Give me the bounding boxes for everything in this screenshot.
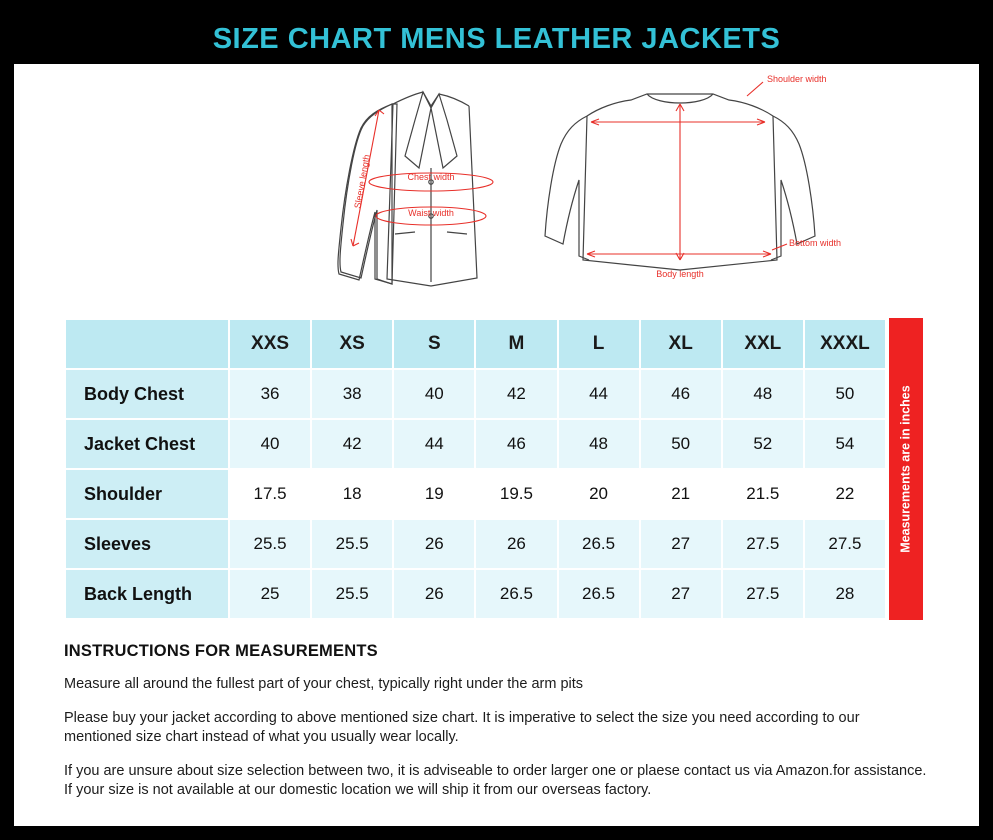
label-sleeve-length: Sleeve length — [351, 153, 372, 210]
row-label-body-chest: Body Chest — [65, 369, 229, 419]
page-title: SIZE CHART MENS LEATHER JACKETS — [212, 22, 781, 55]
cell-back-length-xs: 25.5 — [311, 569, 393, 619]
cell-sleeves-xs: 25.5 — [311, 519, 393, 569]
cell-back-length-xl: 27 — [640, 569, 722, 619]
col-header-xxl: XXL — [722, 319, 804, 369]
instructions-paragraph-2: Please buy your jacket according to above mentioned size chart. It is imperative to select the size you need according to our mentioned size chart instead of what you usually wear locally. — [64, 709, 860, 746]
cell-back-length-xxl: 27.5 — [722, 569, 804, 619]
label-chest-width: Chest width — [406, 172, 455, 182]
instructions-paragraph-3: If you are unsure about size selection between two, it is adviseable to order larger one or plaese contact us via Amazon.for assistance. If your size is not available at our domestic location we will ship it from our overseas factory. — [64, 762, 927, 799]
cell-jacket-chest-m: 46 — [475, 419, 557, 469]
cell-shoulder-xxl: 21.5 — [722, 469, 804, 519]
cell-body-chest-xl: 46 — [640, 369, 722, 419]
label-bottom-width: Bottom width — [788, 238, 841, 248]
cell-sleeves-l: 26.5 — [558, 519, 640, 569]
cell-jacket-chest-l: 48 — [558, 419, 640, 469]
row-label-sleeves: Sleeves — [65, 519, 229, 569]
cell-shoulder-l: 20 — [558, 469, 640, 519]
cell-jacket-chest-xxxl: 54 — [804, 419, 886, 469]
cell-body-chest-xs: 38 — [311, 369, 393, 419]
instructions-heading: INSTRUCTIONS FOR MEASUREMENTS — [64, 642, 378, 660]
cell-shoulder-m: 19.5 — [475, 469, 557, 519]
cell-back-length-l: 26.5 — [558, 569, 640, 619]
cell-back-length-xxxl: 28 — [804, 569, 886, 619]
row-label-shoulder: Shoulder — [65, 469, 229, 519]
cell-shoulder-xxxl: 22 — [804, 469, 886, 519]
cell-shoulder-xxs: 17.5 — [229, 469, 311, 519]
cell-sleeves-xxxl: 27.5 — [804, 519, 886, 569]
cell-shoulder-xs: 18 — [311, 469, 393, 519]
col-header-m: M — [475, 319, 557, 369]
label-body-length: Body length — [655, 269, 704, 279]
label-shoulder-width: Shoulder width — [766, 74, 827, 84]
cell-sleeves-xl: 27 — [640, 519, 722, 569]
cell-back-length-m: 26.5 — [475, 569, 557, 619]
cell-jacket-chest-s: 44 — [393, 419, 475, 469]
col-header-s: S — [393, 319, 475, 369]
cell-sleeves-s: 26 — [393, 519, 475, 569]
label-waist-width: Waist width — [407, 208, 454, 218]
cell-jacket-chest-xxs: 40 — [229, 419, 311, 469]
cell-body-chest-xxxl: 50 — [804, 369, 886, 419]
col-header-xxxl: XXXL — [804, 319, 886, 369]
cell-back-length-s: 26 — [393, 569, 475, 619]
cell-jacket-chest-xxl: 52 — [722, 419, 804, 469]
instructions-paragraph-1: Measure all around the fullest part of your chest, typically right under the arm pits — [64, 676, 584, 692]
cell-back-length-xxs: 25 — [229, 569, 311, 619]
cell-shoulder-xl: 21 — [640, 469, 722, 519]
cell-jacket-chest-xl: 50 — [640, 419, 722, 469]
col-header-xl: XL — [640, 319, 722, 369]
cell-sleeves-m: 26 — [475, 519, 557, 569]
cell-body-chest-l: 44 — [558, 369, 640, 419]
row-label-back-length: Back Length — [65, 569, 229, 619]
units-label: Measurements are in inches — [899, 385, 913, 553]
col-header-xxs: XXS — [229, 319, 311, 369]
col-header-xs: XS — [311, 319, 393, 369]
cell-shoulder-s: 19 — [393, 469, 475, 519]
cell-sleeves-xxs: 25.5 — [229, 519, 311, 569]
cell-jacket-chest-xs: 42 — [311, 419, 393, 469]
row-label-jacket-chest: Jacket Chest — [65, 419, 229, 469]
cell-body-chest-m: 42 — [475, 369, 557, 419]
col-header-l: L — [558, 319, 640, 369]
cell-body-chest-xxs: 36 — [229, 369, 311, 419]
cell-sleeves-xxl: 27.5 — [722, 519, 804, 569]
cell-body-chest-xxl: 48 — [722, 369, 804, 419]
cell-body-chest-s: 40 — [393, 369, 475, 419]
